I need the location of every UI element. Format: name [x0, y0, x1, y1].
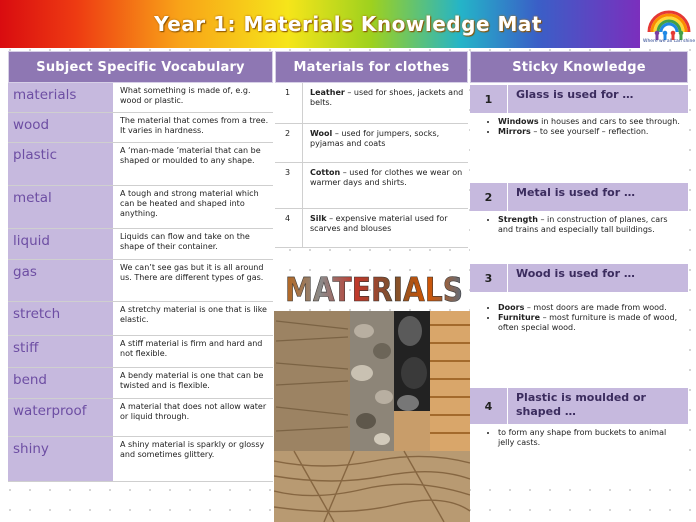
materials-word: MATERIALS	[285, 270, 463, 308]
sticky-bullet-bold: Mirrors	[498, 127, 531, 136]
clothes-desc: – used for clothes we wear on warmer days and shirts.	[310, 168, 463, 187]
sticky-section-body	[470, 424, 688, 478]
vocab-definition: We can’t see gas but it is all around us. There are different types of gas.	[120, 263, 264, 282]
sticky-bullet-bold: Doors	[498, 303, 525, 312]
sticky-title: Wood is used for …	[516, 267, 635, 280]
sticky-bullet-text: to form any shape from buckets to animal jelly casts.	[498, 428, 667, 447]
vocab-row	[8, 83, 273, 113]
vocab-row	[8, 229, 273, 260]
vocab-definition: Liquids can flow and take on the shape of their container.	[120, 232, 250, 251]
clothes-row	[275, 124, 468, 163]
page-title: Year 1: Materials Knowledge Mat	[154, 12, 542, 36]
clothes-number: 4	[275, 209, 303, 247]
school-logo	[643, 2, 695, 48]
sticky-bullet-bold: Furniture	[498, 313, 541, 322]
vocab-row	[8, 437, 273, 482]
sticky-bullet	[498, 428, 682, 448]
sticky-section-body	[470, 300, 688, 388]
vocab-term: gas	[8, 260, 114, 301]
clothes-row	[275, 163, 468, 209]
logo-motto: Where we all can shine	[643, 39, 696, 44]
clothes-text	[303, 163, 468, 208]
sticky-bullet	[498, 117, 682, 127]
clothes-text	[303, 124, 468, 162]
vocab-row	[8, 186, 273, 229]
sticky-bullet-bold: Windows	[498, 117, 539, 126]
sticky-bullet-text: – most furniture is made of wood, often special wood.	[498, 313, 678, 332]
materials-word-art	[282, 270, 466, 308]
vocab-term: metal	[8, 186, 114, 228]
sticky-section-body	[470, 211, 688, 263]
clothes-desc: – used for jumpers, socks, pyjamas and coats	[310, 129, 440, 148]
clothes-number: 2	[275, 124, 303, 162]
sticky-title: Plastic is moulded or shaped …	[516, 391, 646, 418]
vocab-definition: What something is made of, e.g. wood or plastic.	[120, 86, 251, 105]
vocab-definition: A stiff material is firm and hard and not flexible.	[120, 339, 263, 358]
vocab-definition: A tough and strong material which can be heated and shaped into anything.	[120, 189, 259, 218]
clothes-number: 3	[275, 163, 303, 208]
sticky-bullet-text: in houses and cars to see through.	[538, 117, 680, 126]
clothes-text	[303, 209, 468, 247]
clothes-name: Leather	[310, 88, 345, 97]
vocab-definition: A shiny material is sparkly or glossy and sometimes glittery.	[120, 440, 265, 459]
sticky-number: 2	[470, 183, 508, 211]
sticky-bullet-text: – most doors are made from wood.	[524, 303, 667, 312]
sticky-heading: Sticky Knowledge	[470, 51, 688, 83]
vocab-term: liquid	[8, 229, 114, 259]
vocab-term: plastic	[8, 143, 114, 185]
sticky-bullet	[498, 313, 682, 333]
sticky-bullet	[498, 303, 682, 313]
vocab-row	[8, 368, 273, 399]
vocabulary-column	[8, 51, 273, 482]
vocab-row	[8, 113, 273, 143]
sticky-number: 3	[470, 264, 508, 292]
vocab-row	[8, 399, 273, 437]
vocab-term: stiff	[8, 336, 114, 367]
clothes-row	[275, 83, 468, 124]
clothes-text	[303, 83, 468, 123]
sticky-section-header	[470, 264, 688, 292]
sticky-section-header	[470, 388, 688, 424]
sticky-bullet-text: – to see yourself – reflection.	[530, 127, 649, 136]
vocab-term: shiny	[8, 437, 114, 481]
vocab-term: wood	[8, 113, 114, 142]
sticky-title: Glass is used for …	[516, 88, 634, 101]
clothes-desc: – used for shoes, jackets and belts.	[310, 88, 464, 107]
clothes-column	[275, 51, 468, 248]
materials-photo-collage	[274, 311, 470, 522]
vocab-term: stretch	[8, 302, 114, 335]
vocab-term: waterproof	[8, 399, 114, 436]
clothes-desc: – expensive material used for scarves and blouses	[310, 214, 448, 233]
vocab-definition: A ‘man-made ’material that can be shaped or moulded to any shape.	[120, 146, 261, 165]
vocab-term: materials	[8, 83, 114, 112]
clothes-number: 1	[275, 83, 303, 123]
vocab-term: bend	[8, 368, 114, 398]
vocab-definition: A stretchy material is one that is like elastic.	[120, 305, 267, 324]
sticky-bullet	[498, 127, 682, 137]
clothes-name: Wool	[310, 129, 333, 138]
sticky-section-header	[470, 183, 688, 211]
clothes-name: Cotton	[310, 168, 341, 177]
sticky-bullet-text: – in construction of planes, cars and trains and especially tall buildings.	[498, 215, 668, 234]
sticky-section-header	[470, 85, 688, 113]
sticky-knowledge-column	[470, 51, 688, 83]
clothes-row	[275, 209, 468, 248]
clothes-heading: Materials for clothes	[275, 51, 468, 83]
vocab-row	[8, 302, 273, 336]
vocab-row	[8, 336, 273, 368]
sticky-title: Metal is used for …	[516, 186, 635, 199]
vocab-row	[8, 143, 273, 186]
sticky-bullet	[498, 215, 682, 235]
sticky-section-body	[470, 113, 688, 183]
sticky-number: 1	[470, 85, 508, 113]
sticky-bullet-bold: Strength	[498, 215, 538, 224]
vocab-definition: A material that does not allow water or liquid through.	[120, 402, 267, 421]
vocab-definition: A bendy material is one that can be twisted and is flexible.	[120, 371, 264, 390]
clothes-name: Silk	[310, 214, 327, 223]
vocab-definition: The material that comes from a tree. It varies in hardness.	[120, 116, 269, 135]
vocabulary-heading: Subject Specific Vocabulary	[8, 51, 273, 83]
sticky-number: 4	[470, 388, 508, 424]
vocab-row	[8, 260, 273, 302]
rainbow-logo-icon	[643, 2, 695, 40]
